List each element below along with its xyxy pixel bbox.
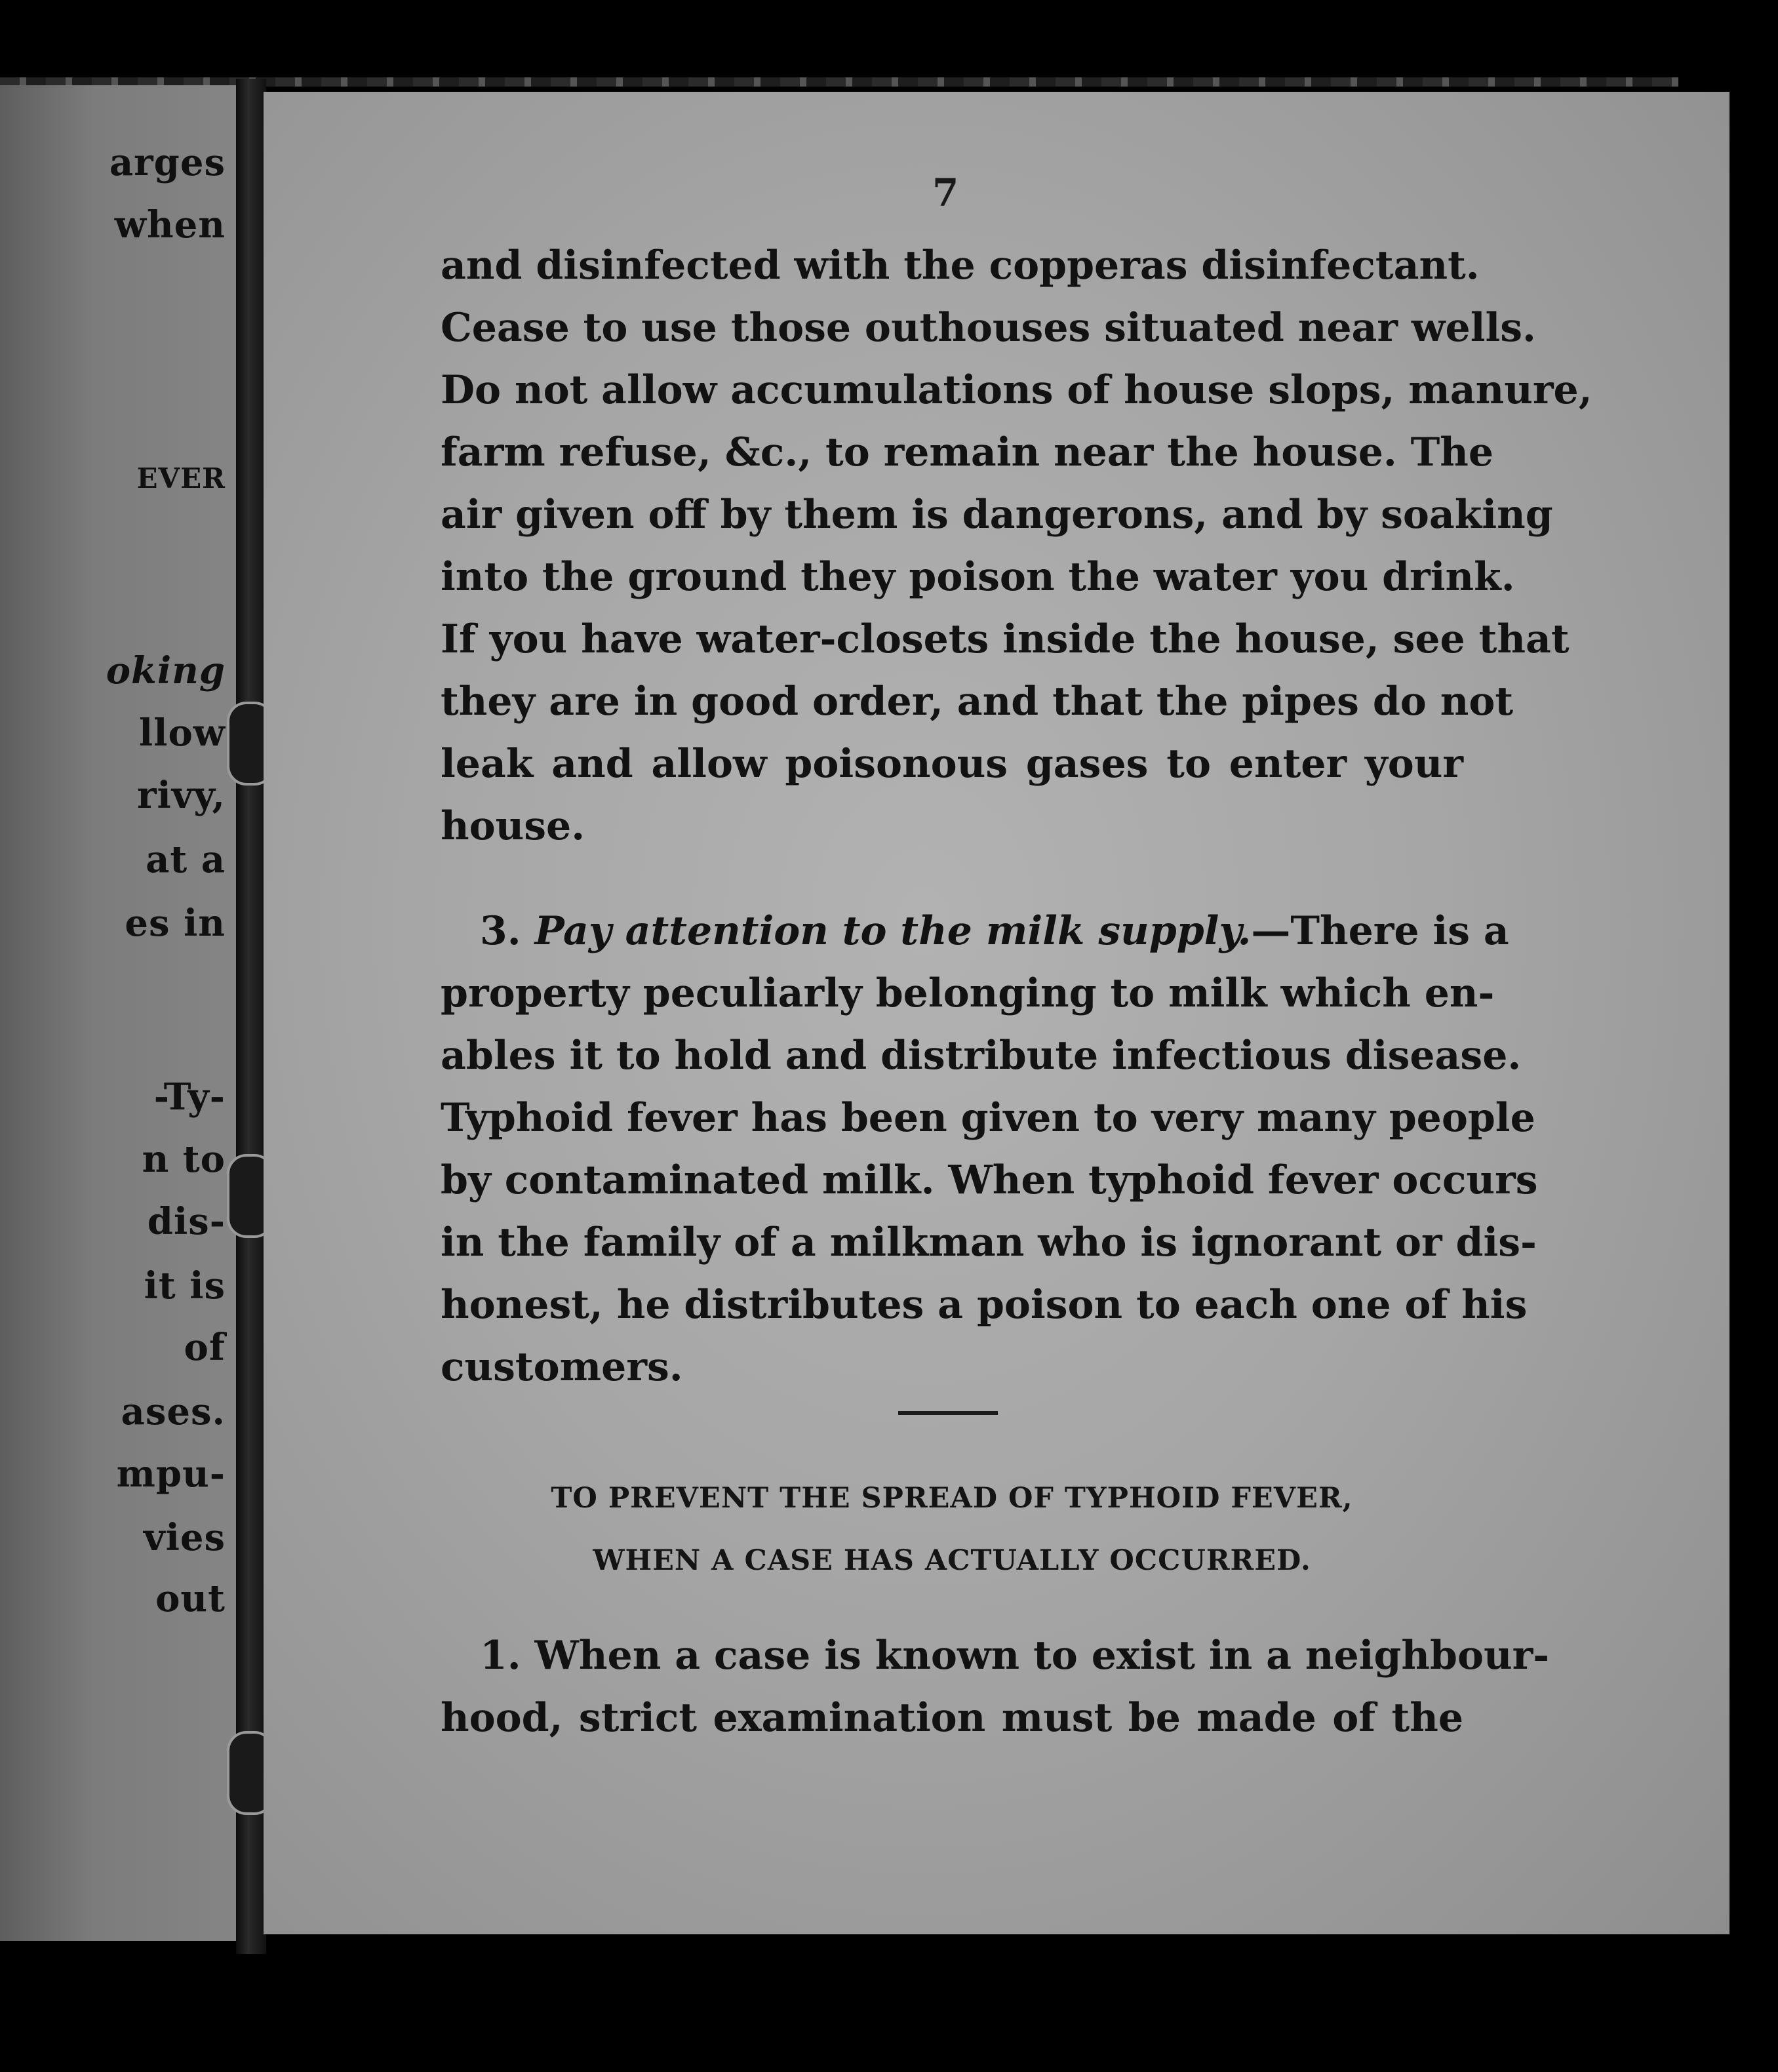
- text-line: Do not allow accumulations of house slops, manure,: [441, 367, 1592, 413]
- text-line: house.: [441, 803, 585, 849]
- text-line: If you have water-closets inside the house, see that: [441, 616, 1570, 662]
- left-page-text-fragment: it is: [144, 1264, 226, 1307]
- left-page-text-fragment: at a: [146, 838, 226, 881]
- document-page: [264, 92, 1729, 1934]
- text-line: Typhoid fever has been given to very many people: [441, 1095, 1535, 1141]
- page-number: 7: [932, 170, 959, 215]
- left-page-text-fragment: arges: [109, 141, 226, 184]
- left-page-text-fragment: oking: [106, 649, 226, 692]
- section-divider: [898, 1411, 998, 1415]
- left-page-text-fragment: -Ty-: [153, 1075, 226, 1119]
- text-line: ables it to hold and distribute infectious disease.: [441, 1033, 1522, 1079]
- left-page-text-fragment: of: [184, 1326, 226, 1369]
- previous-page-fragment: [0, 85, 236, 1941]
- section-heading-line-2: WHEN A CASE HAS ACTUALLY OCCURRED.: [593, 1544, 1311, 1577]
- item-3-heading-line: [480, 908, 1509, 954]
- item-3-rest: —There is a: [1251, 908, 1509, 954]
- item-3-italic-title: Pay attention to the milk supply.: [534, 908, 1252, 954]
- left-page-text-fragment: rivy,: [137, 774, 226, 817]
- text-line: customers.: [441, 1344, 683, 1390]
- left-page-text-fragment: mpu-: [116, 1452, 226, 1496]
- left-page-text-fragment: n to: [142, 1138, 226, 1181]
- left-page-text-fragment: EVER: [136, 462, 226, 494]
- text-line: leak and allow poisonous gases to enter your: [441, 741, 1463, 787]
- text-line: into the ground they poison the water you drink.: [441, 554, 1515, 600]
- text-line: and disinfected with the copperas disinfectant.: [441, 243, 1480, 289]
- book-gutter: [236, 79, 266, 1954]
- text-line: by contaminated milk. When typhoid fever occurs: [441, 1157, 1538, 1203]
- left-page-text-fragment: when: [114, 203, 226, 247]
- item-3-number: 3.: [480, 908, 521, 954]
- text-line: hood, strict examination must be made of the: [441, 1695, 1463, 1741]
- text-line: in the family of a milkman who is ignorant or dis-: [441, 1220, 1537, 1265]
- left-page-text-fragment: ases.: [121, 1390, 226, 1433]
- left-page-text-fragment: vies: [144, 1516, 226, 1559]
- text-line: Cease to use those outhouses situated near wells.: [441, 305, 1536, 351]
- left-page-text-fragment: llow: [138, 711, 226, 755]
- section-heading-line-1: TO PREVENT THE SPREAD OF TYPHOID FEVER,: [551, 1482, 1353, 1515]
- text-line: honest, he distributes a poison to each one of his: [441, 1282, 1528, 1328]
- text-line: property peculiarly belonging to milk which en-: [441, 970, 1495, 1016]
- text-line: farm refuse, &c., to remain near the house. The: [441, 429, 1494, 475]
- left-page-text-fragment: dis-: [147, 1200, 226, 1243]
- text-line: air given off by them is dangerons, and by soaking: [441, 492, 1553, 538]
- left-page-text-fragment: out: [155, 1577, 226, 1620]
- text-line: they are in good order, and that the pipes do not: [441, 679, 1514, 725]
- text-line: 1. When a case is known to exist in a neighbour-: [480, 1633, 1550, 1679]
- left-page-text-fragment: es in: [125, 902, 226, 945]
